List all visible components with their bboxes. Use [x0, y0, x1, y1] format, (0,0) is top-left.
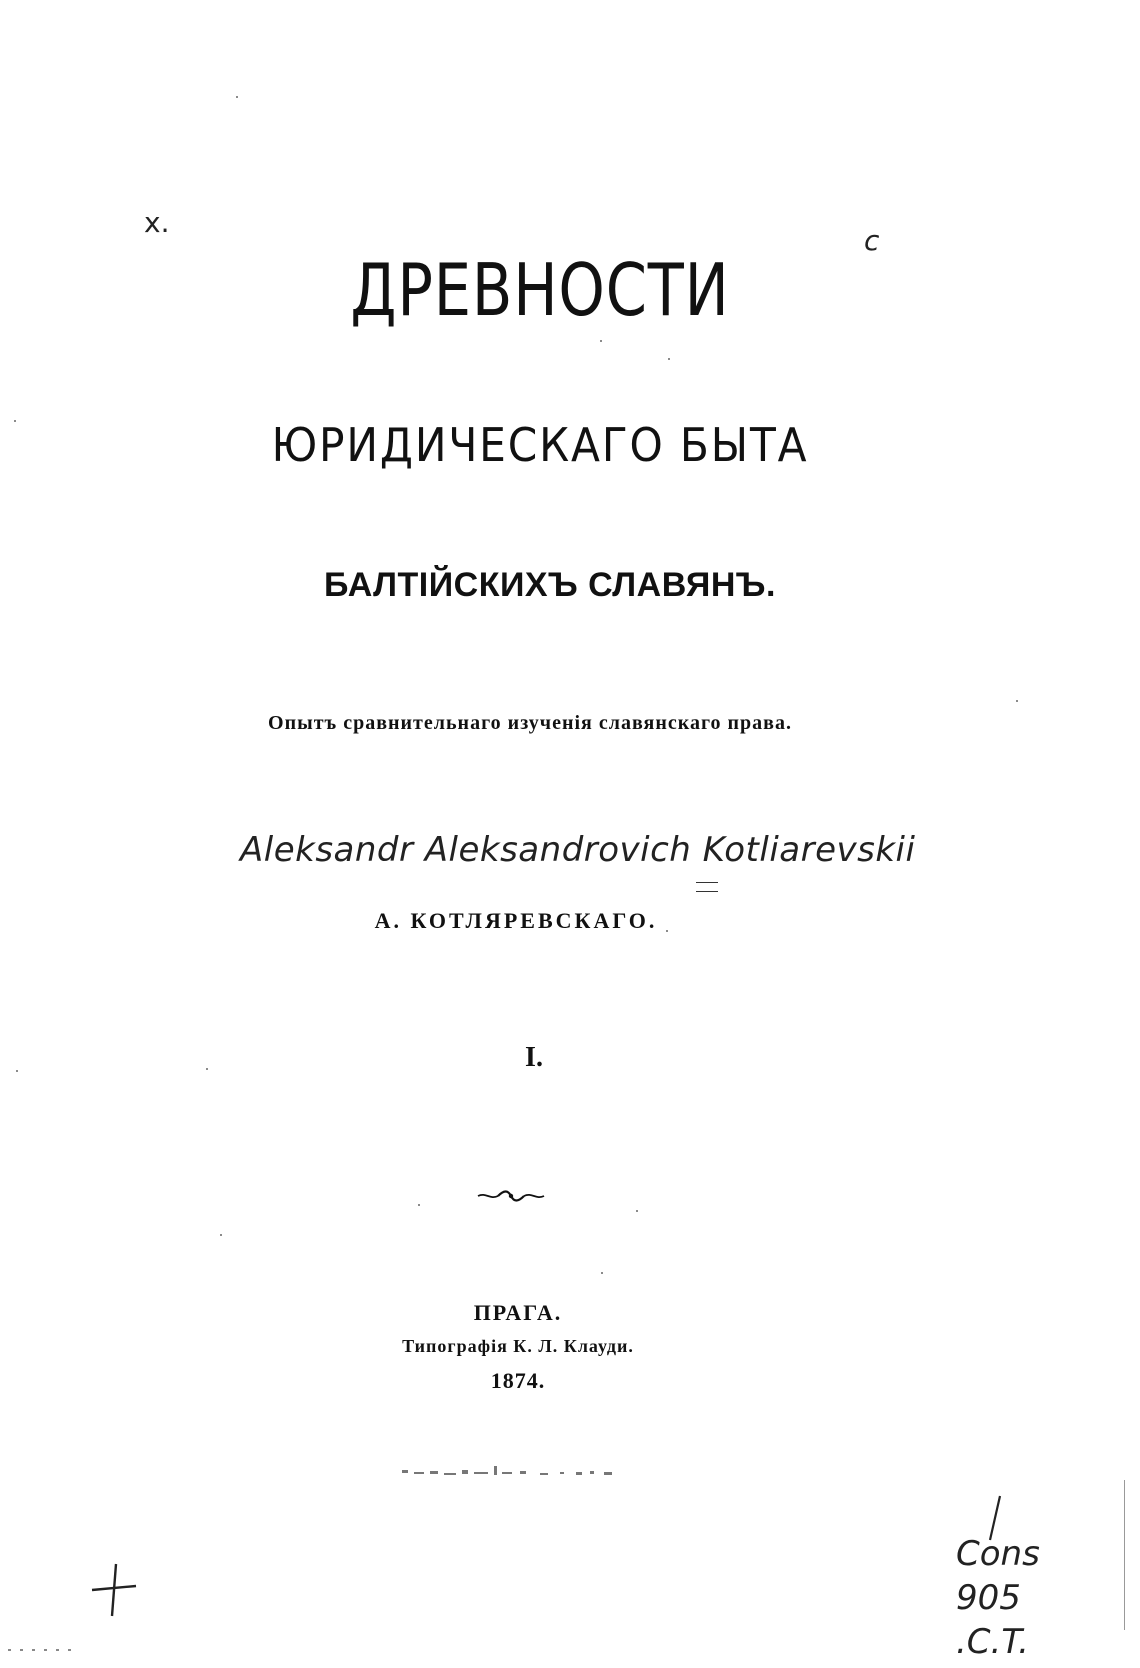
- book-subtitle: Опытъ сравнительнаго изученія славянскаго права.: [268, 712, 792, 734]
- speck: [14, 420, 16, 422]
- speck: [636, 1210, 638, 1212]
- speck: [418, 1204, 420, 1206]
- margin-mark-c: c: [864, 224, 880, 257]
- book-title-line-2: ЮРИДИЧЕСКАГО БЫТА: [271, 418, 809, 472]
- imprint-printer: Типографія К. Л. Клауди.: [402, 1336, 634, 1356]
- speck: [16, 1070, 18, 1072]
- bottom-edge-dots: [8, 1648, 128, 1652]
- speck: [1016, 700, 1018, 702]
- imprint-year: 1874.: [490, 1368, 546, 1393]
- speck: [220, 1234, 222, 1236]
- speck: [668, 358, 670, 360]
- page-edge-line: [1124, 1480, 1125, 1630]
- volume-number: I.: [525, 1042, 543, 1073]
- speck: [601, 1272, 603, 1274]
- handwritten-underline: [696, 882, 718, 892]
- speck: [236, 96, 238, 98]
- margin-mark-x: x.: [144, 206, 170, 239]
- margin-mark-plus: [86, 1560, 140, 1620]
- book-title-line-3: БАЛТІЙСКИХЪ СЛАВЯНЪ.: [324, 566, 776, 604]
- book-title: ДРЕВНОСТИ: [350, 248, 730, 332]
- faded-stamp: [400, 1456, 660, 1490]
- ornament-divider: [476, 1188, 546, 1204]
- book-author: А. КОТЛЯРЕВСКАГО.: [374, 908, 658, 933]
- speck: [600, 340, 602, 342]
- handwritten-author-name: Aleksandr Aleksandrovich Kotliarevskii: [240, 830, 916, 870]
- call-number: Cons 905 .C.T.: [956, 1534, 1040, 1662]
- speck: [206, 1068, 208, 1070]
- imprint-place: ПРАГА.: [473, 1300, 563, 1325]
- speck: [666, 930, 668, 932]
